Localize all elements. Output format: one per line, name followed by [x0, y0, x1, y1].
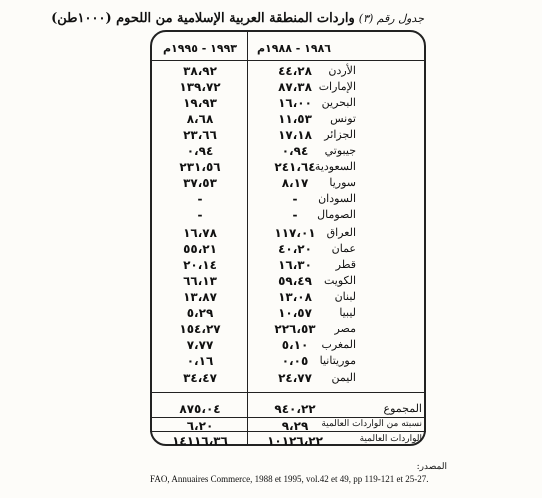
value-1993-1995: ٦٦،١٣ [183, 274, 217, 288]
table-row [0, 290, 542, 306]
country-name: عمان [331, 242, 356, 255]
table-title [51, 10, 424, 26]
value-1993-1995: ٣٨،٩٢ [183, 64, 217, 78]
country-name: ليبيا [339, 306, 356, 319]
value-1986-1988: ١٦،٠٠ [278, 96, 312, 110]
value-1993-1995: ٣٤،٤٧ [183, 371, 217, 385]
value-1993-1995: ١٦،٧٨ [183, 226, 217, 240]
table-row [0, 176, 542, 192]
country-name: الصومال [317, 208, 356, 221]
value-1986-1988: ٠،٠٥ [281, 354, 309, 368]
share-1993-1995: ٦،٢٠ [186, 419, 214, 433]
value-1986-1988: ٢٤١،٦٤ [274, 160, 316, 174]
value-1986-1988: - [292, 208, 298, 222]
value-1986-1988: ٨،١٧ [281, 176, 309, 190]
value-1986-1988: ١٦،٣٠ [278, 258, 312, 272]
value-1986-1988: ٤٠،٢٠ [278, 242, 312, 256]
table-row [0, 144, 542, 160]
country-name: الجزائر [324, 128, 356, 141]
share-label: نسبته من الواردات العالمية [321, 419, 422, 429]
value-1993-1995: ٠،٩٤ [186, 144, 214, 158]
world-label: الواردات العالمية [359, 434, 422, 444]
value-1986-1988: ٠،٩٤ [281, 144, 309, 158]
value-1986-1988: - [292, 192, 298, 206]
table-row [0, 242, 542, 258]
column-header-1993-1995: ١٩٩٣ - ١٩٩٥م [162, 42, 237, 55]
table-row [0, 354, 542, 370]
value-1986-1988: ١٣،٠٨ [278, 290, 312, 304]
country-name: قطر [335, 258, 356, 271]
country-name: الأردن [328, 64, 356, 77]
total-label: المجموع [383, 402, 422, 415]
header-rule [150, 60, 426, 61]
country-name: مصر [334, 322, 356, 335]
value-1993-1995: ٨،٦٨ [186, 112, 214, 126]
table-caption: واردات المنطقة العربية الإسلامية من اللحوم (١٠٠٠طن) [51, 11, 355, 26]
value-1993-1995: ٠،١٦ [186, 354, 214, 368]
value-1993-1995: ٢٣،٦٦ [183, 128, 217, 142]
value-1986-1988: ٥٩،٤٩ [278, 274, 312, 288]
value-1986-1988: ٨٧،٣٨ [278, 80, 312, 94]
table-row [0, 226, 542, 242]
country-name: الإمارات [318, 80, 356, 93]
total-1986-1988: ٩٤٠،٢٢ [274, 402, 316, 416]
value-1993-1995: ١٣،٨٧ [183, 290, 217, 304]
table-row [0, 208, 542, 224]
table-number: جدول رقم (٣) [358, 12, 424, 25]
table-row [0, 128, 542, 144]
source-citation: FAO, Annuaires Commerce, 1988 et 1995, vol.42 et 49, pp 119-121 et 25-27. [150, 474, 429, 484]
value-1993-1995: ٢٠،١٤ [183, 258, 217, 272]
value-1986-1988: ٢٢٦،٥٣ [274, 322, 316, 336]
country-name: جيبوتي [324, 144, 356, 157]
country-name: موريتانيا [319, 354, 356, 367]
table-row [0, 338, 542, 354]
value-1993-1995: ١٥٤،٢٧ [179, 322, 221, 336]
value-1993-1995: - [197, 208, 203, 222]
total-1993-1995: ٨٧٥،٠٤ [179, 402, 221, 416]
value-1993-1995: - [197, 192, 203, 206]
table-row [0, 160, 542, 176]
table-row [0, 322, 542, 338]
country-name: لبنان [334, 290, 356, 303]
value-1993-1995: ٣٧،٥٣ [183, 176, 217, 190]
country-name: السودان [318, 192, 356, 205]
country-name: المغرب [321, 338, 356, 351]
share-rule [150, 417, 426, 418]
source-label: المصدر: [416, 462, 447, 472]
value-1986-1988: ٥،١٠ [281, 338, 309, 352]
country-name: السعودية [314, 160, 356, 173]
total-rule [150, 392, 426, 393]
value-1986-1988: ٢٤،٧٧ [278, 371, 312, 385]
share-1986-1988: ٩،٢٩ [281, 419, 309, 433]
value-1993-1995: ١٩،٩٣ [183, 96, 217, 110]
value-1993-1995: ٧،٧٧ [186, 338, 214, 352]
total-row [0, 402, 542, 416]
share-row [0, 419, 542, 433]
value-1986-1988: ٤٤،٢٨ [278, 64, 312, 78]
table-row [0, 112, 542, 128]
world-1993-1995: ١٤١١٦،٣٦ [172, 434, 228, 448]
country-name: تونس [330, 112, 356, 125]
table-row [0, 192, 542, 208]
world-row [0, 434, 542, 448]
country-name: العراق [326, 226, 356, 239]
value-1986-1988: ١٠،٥٧ [278, 306, 312, 320]
country-name: البحرين [321, 96, 356, 109]
country-name: سوريا [329, 176, 356, 189]
world-1986-1988: ١٠١٢٦،٢٢ [267, 434, 323, 448]
country-name: اليمن [331, 371, 356, 384]
table-row [0, 274, 542, 290]
table-row [0, 96, 542, 112]
table-row [0, 306, 542, 322]
table-row [0, 371, 542, 387]
column-header-1986-1988: ١٩٨٦ - ١٩٨٨م [256, 42, 331, 55]
value-1986-1988: ١١،٥٣ [278, 112, 312, 126]
value-1986-1988: ١٧،١٨ [278, 128, 312, 142]
country-name: الكويت [323, 274, 356, 287]
value-1993-1995: ١٣٩،٧٢ [179, 80, 221, 94]
value-1986-1988: ١١٧،٠١ [274, 226, 316, 240]
value-1993-1995: ٥٥،٢١ [183, 242, 217, 256]
value-1993-1995: ٥،٢٩ [186, 306, 214, 320]
table-row [0, 64, 542, 80]
table-row [0, 80, 542, 96]
value-1993-1995: ٢٣١،٥٦ [179, 160, 221, 174]
table-row [0, 258, 542, 274]
